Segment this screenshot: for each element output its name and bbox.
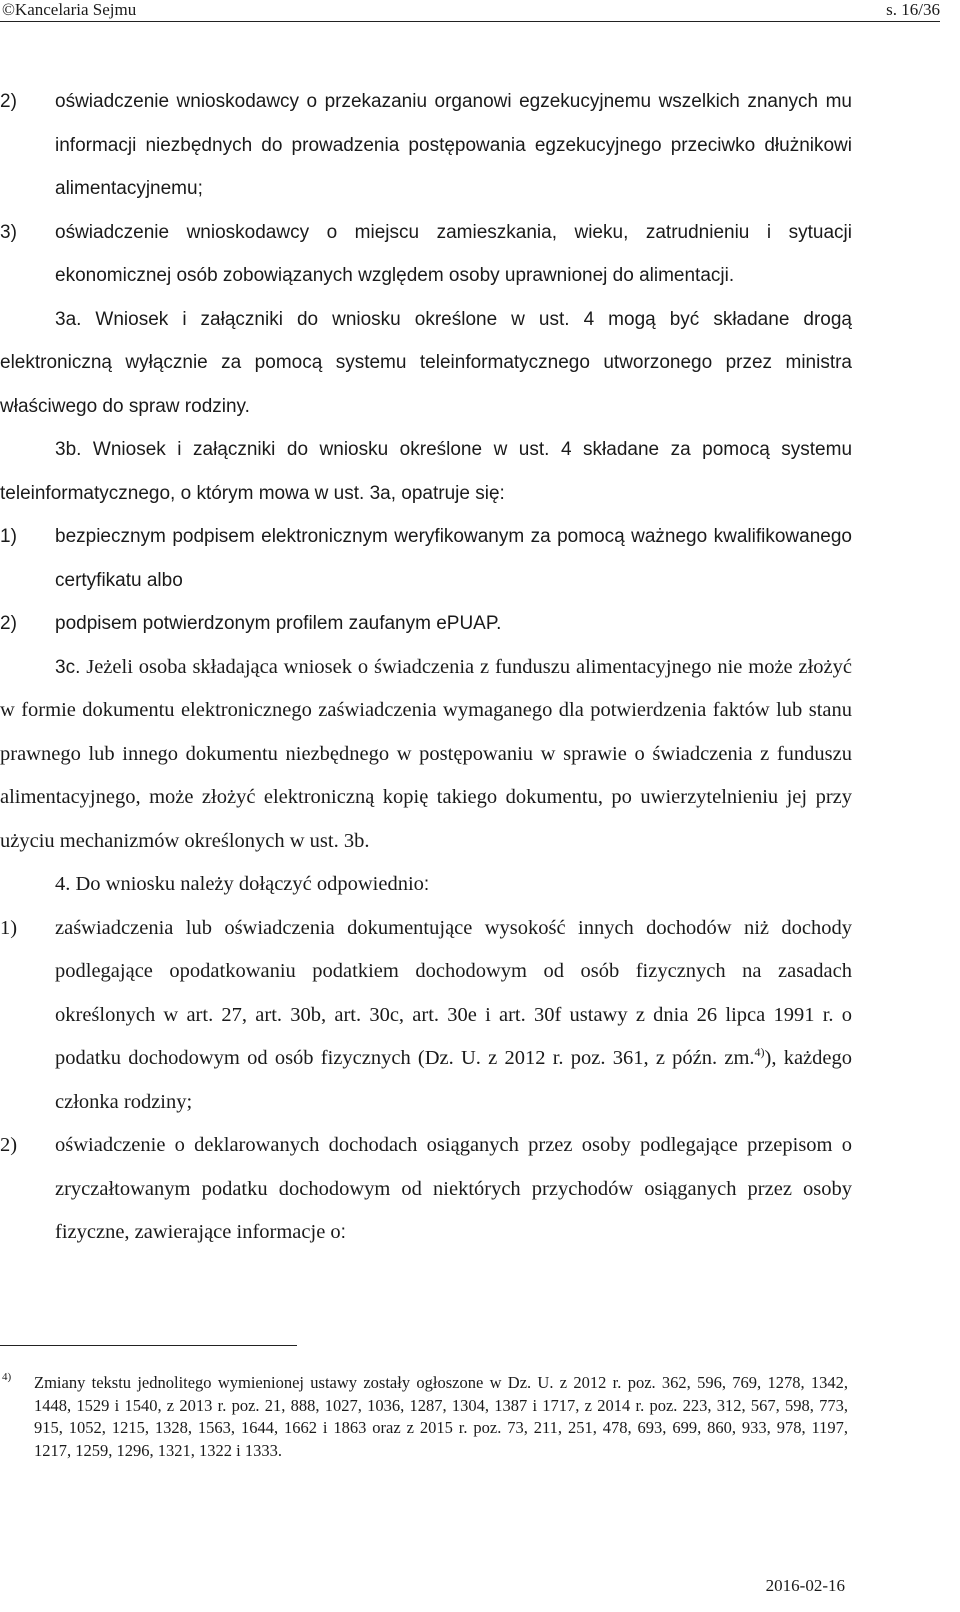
list-colon: :	[340, 1222, 346, 1243]
list-number: 2)	[0, 91, 17, 112]
footnote	[0, 1372, 848, 1462]
paragraph-text: 3a, opatruje się:	[369, 482, 505, 504]
paragraph-text: 3b. Wniosek i załączniki do wniosku określone w ust.	[55, 439, 550, 460]
list-item	[0, 1124, 852, 1255]
header-copyright: ©Kancelaria Sejmu	[2, 0, 137, 19]
paragraph-text: 3a. Wniosek i załączniki do wniosku określone w ust.	[55, 308, 570, 330]
list-number: 2)	[0, 1134, 18, 1156]
paragraph-3c	[0, 646, 852, 864]
header-divider	[0, 21, 940, 22]
paragraph-3a	[0, 298, 852, 429]
paragraph-text: Jeżeli osoba składająca wniosek o świadczenia z funduszu alimentacyjnego nie może złożyć w formie dokumentu elektronicznego zaświadczenia wymaganego dla potwierdzenia faktów lub stanu prawnego lub innego dokumentu niezbędnego w postępowaniu w sprawie o świadczenia z funduszu alimentacyjnego, może złożyć elektroniczną kopię takiego dokumentu, po uwierzytelnieniu jej przy użyciu mechanizmów określonych w ust. 3b.	[0, 655, 852, 852]
paragraph-text: 4 składane za pomocą systemu teleinformatycznego, o którym mowa w ust.	[0, 439, 853, 504]
list-text: oświadczenie wnioskodawcy o miejscu zamieszkania, wieku, zatrudnieniu i sytuacji ekonomicznej osób zobowiązanych względem osoby uprawnionej do alimentacji.	[55, 221, 852, 286]
list-number: 2)	[0, 613, 17, 634]
document-body	[0, 80, 852, 1255]
list-text: oświadczenie o deklarowanych dochodach osiąganych przez osoby podlegające przepisom o zryczałtowanym podatku dochodowym od niektórych przychodów osiąganych przez osoby fizyczne, zawierające informacje o	[55, 1134, 852, 1243]
page-number: s. 16/36	[886, 0, 940, 19]
list-item	[0, 80, 852, 211]
footnote-ref: 4)	[754, 1045, 765, 1060]
list-text: ), każdego członka rodziny;	[55, 1047, 852, 1113]
paragraph-number: 3c.	[55, 656, 81, 678]
paragraph-colon: :	[423, 874, 430, 895]
footnote-mark: 4)	[2, 1371, 12, 1383]
list-item	[0, 211, 852, 298]
list-item	[0, 907, 852, 1125]
list-number: 1)	[0, 916, 18, 939]
document-date: 2016-02-16	[765, 1576, 845, 1595]
list-text: podpisem potwierdzonym profilem zaufanym ePUAP.	[55, 613, 502, 634]
paragraph-4	[0, 863, 852, 907]
list-text: oświadczenie wnioskodawcy o przekazaniu organowi egzekucyjnemu wszelkich znanych mu informacji niezbędnych do prowadzenia postępowania egzekucyjnego przeciwko dłużnikowi alimentacyjnemu;	[55, 91, 852, 199]
list-number: 1)	[0, 526, 17, 547]
paragraph-3b	[0, 428, 852, 515]
footnote-divider	[0, 1345, 297, 1346]
list-item	[0, 515, 852, 602]
paragraph-text: 4. Do wniosku należy dołączyć odpowiednio	[55, 873, 424, 895]
list-item	[0, 602, 852, 646]
paragraph-text: 4 mogą być składane drogą elektroniczną wyłącznie za pomocą systemu teleinformatycznego utworzonego przez ministra właściwego do spraw rodziny.	[0, 308, 853, 417]
list-text: bezpiecznym podpisem elektronicznym weryfikowanym za pomocą ważnego kwalifikowanego certyfikatu albo	[55, 526, 852, 591]
list-number: 3)	[0, 221, 17, 243]
footnote-text: Zmiany tekstu jednolitego wymienionej ustawy zostały ogłoszone w Dz. U. z 2012 r. poz. 362, 596, 769, 1278, 1342, 1448, 1529 i 1540, z 2013 r. poz. 21, 888, 1027, 1036, 1287, 1304, 1387 i 1717, z 2014 r. poz. 223, 312, 567, 598, 773, 915, 1052, 1215, 1328, 1563, 1644, 1662 i 1863 oraz z 2015 r. poz. 73, 211, 251, 478, 693, 699, 860, 933, 978, 1197, 1217, 1259, 1296, 1321, 1322 i 1333.	[34, 1373, 848, 1460]
list-text: zaświadczenia lub oświadczenia dokumentujące wysokość innych dochodów niż dochody podlegające opodatkowaniu podatkiem dochodowym od osób fizycznych na zasadach określonych w art. 27, art. 30b, art. 30c, art. 30e i art. 30f ustawy z dnia 26 lipca 1991 r. o podatku dochodowym od osób fizycznych (Dz. U. z 2012 r. poz. 361, z późn. zm.	[55, 916, 852, 1069]
